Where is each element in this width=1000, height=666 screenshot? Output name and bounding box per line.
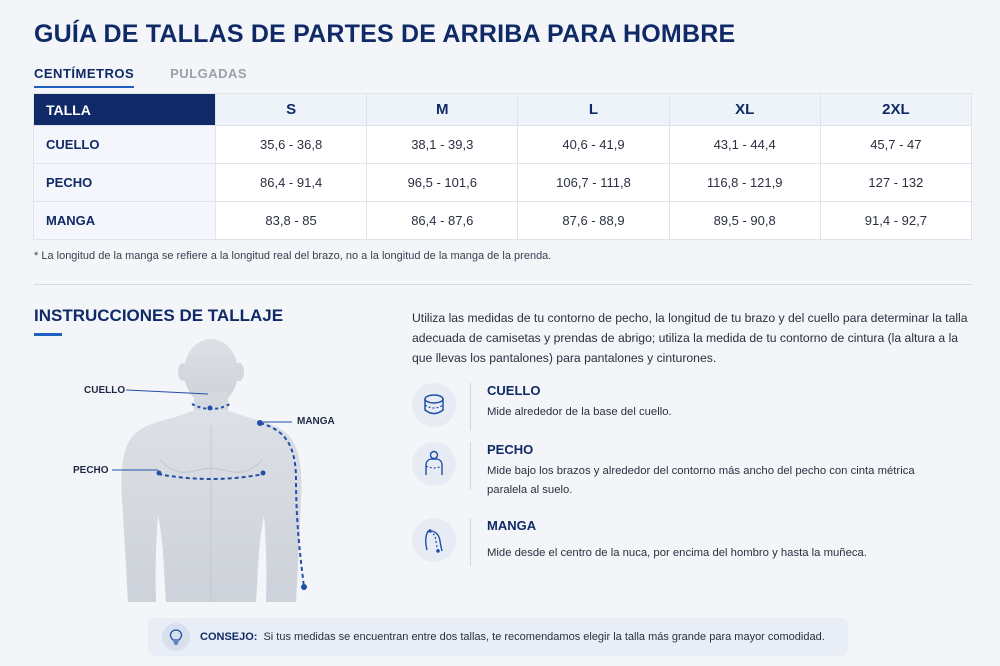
- row-label: MANGA: [34, 202, 216, 240]
- table-cell: 43,1 - 44,4: [669, 126, 820, 164]
- unit-tabs: [34, 66, 247, 88]
- row-label: PECHO: [34, 164, 216, 202]
- table-header-row: [34, 94, 972, 126]
- table-cell: 91,4 - 92,7: [820, 202, 971, 240]
- header-size-m: M: [367, 94, 518, 126]
- tab-centimetros[interactable]: CENTÍMETROS: [34, 66, 134, 88]
- measure-title: CUELLO: [487, 383, 541, 398]
- table-cell: 83,8 - 85: [216, 202, 367, 240]
- section-divider: [34, 284, 972, 285]
- neck-measure-icon: [412, 383, 456, 427]
- table-cell: 45,7 - 47: [820, 126, 971, 164]
- table-cell: 86,4 - 91,4: [216, 164, 367, 202]
- measure-separator: [470, 518, 471, 566]
- table-cell: 116,8 - 121,9: [669, 164, 820, 202]
- measure-item-pecho: [412, 442, 972, 502]
- instructions-title: INSTRUCCIONES DE TALLAJE: [34, 306, 284, 325]
- measure-item-cuello: [412, 383, 972, 433]
- table-cell: 87,6 - 88,9: [518, 202, 669, 240]
- measure-desc: Mide desde el centro de la nuca, por encima del hombro y hasta la muñeca.: [487, 547, 867, 559]
- table-row-cuello: [34, 126, 972, 164]
- tip-banner: [148, 618, 848, 656]
- lightbulb-icon: [162, 623, 190, 651]
- table-cell: 40,6 - 41,9: [518, 126, 669, 164]
- table-cell: 38,1 - 39,3: [367, 126, 518, 164]
- measure-title: MANGA: [487, 518, 537, 533]
- figure-label-cuello: CUELLO: [84, 385, 126, 396]
- table-cell: 127 - 132: [820, 164, 971, 202]
- figure-label-manga: MANGA: [297, 416, 335, 427]
- header-size-xl: XL: [669, 94, 820, 126]
- page-title: GUÍA DE TALLAS DE PARTES DE ARRIBA PARA HOMBRE: [34, 20, 736, 48]
- table-cell: 96,5 - 101,6: [367, 164, 518, 202]
- table-row-pecho: [34, 164, 972, 202]
- row-label: CUELLO: [34, 126, 216, 164]
- measure-desc: Mide alrededor de la base del cuello.: [487, 406, 672, 418]
- header-size-2xl: 2XL: [820, 94, 971, 126]
- header-size-s: S: [216, 94, 367, 126]
- header-size-l: L: [518, 94, 669, 126]
- table-cell: 106,7 - 111,8: [518, 164, 669, 202]
- table-cell: 89,5 - 90,8: [669, 202, 820, 240]
- instructions-underline: [34, 333, 62, 336]
- sleeve-measure-icon: [412, 518, 456, 562]
- instructions-intro: Utiliza las medidas de tu contorno de pecho, la longitud de tu brazo y del cuello para determinar la talla adecuada de camisetas y prendas de abrigo; utiliza la medida de tu contorno de cintura (la altura a la que llevas los pantalones) para pantalones y cinturones.: [412, 311, 968, 365]
- header-talla: TALLA: [34, 94, 216, 126]
- measure-title: PECHO: [487, 442, 534, 457]
- figure-label-pecho: PECHO: [73, 465, 109, 476]
- measure-item-manga: [412, 518, 972, 568]
- table-row-manga: [34, 202, 972, 240]
- chest-measure-icon: [412, 442, 456, 486]
- size-table: [33, 93, 972, 240]
- table-cell: 86,4 - 87,6: [367, 202, 518, 240]
- tip-label: CONSEJO:: [200, 631, 258, 643]
- measure-separator: [470, 442, 471, 490]
- table-cell: 35,6 - 36,8: [216, 126, 367, 164]
- sleeve-footnote: * La longitud de la manga se refiere a la longitud real del brazo, no a la longitud de la manga de la prenda.: [34, 250, 552, 262]
- body-figure: [60, 330, 360, 610]
- tab-pulgadas[interactable]: PULGADAS: [170, 66, 248, 81]
- tip-text: Si tus medidas se encuentran entre dos tallas, te recomendamos elegir la talla más grande para mayor comodidad.: [263, 631, 825, 643]
- measure-desc: Mide bajo los brazos y alrededor del contorno más ancho del pecho con cinta métrica paralela al suelo.: [487, 465, 915, 496]
- measure-separator: [470, 383, 471, 431]
